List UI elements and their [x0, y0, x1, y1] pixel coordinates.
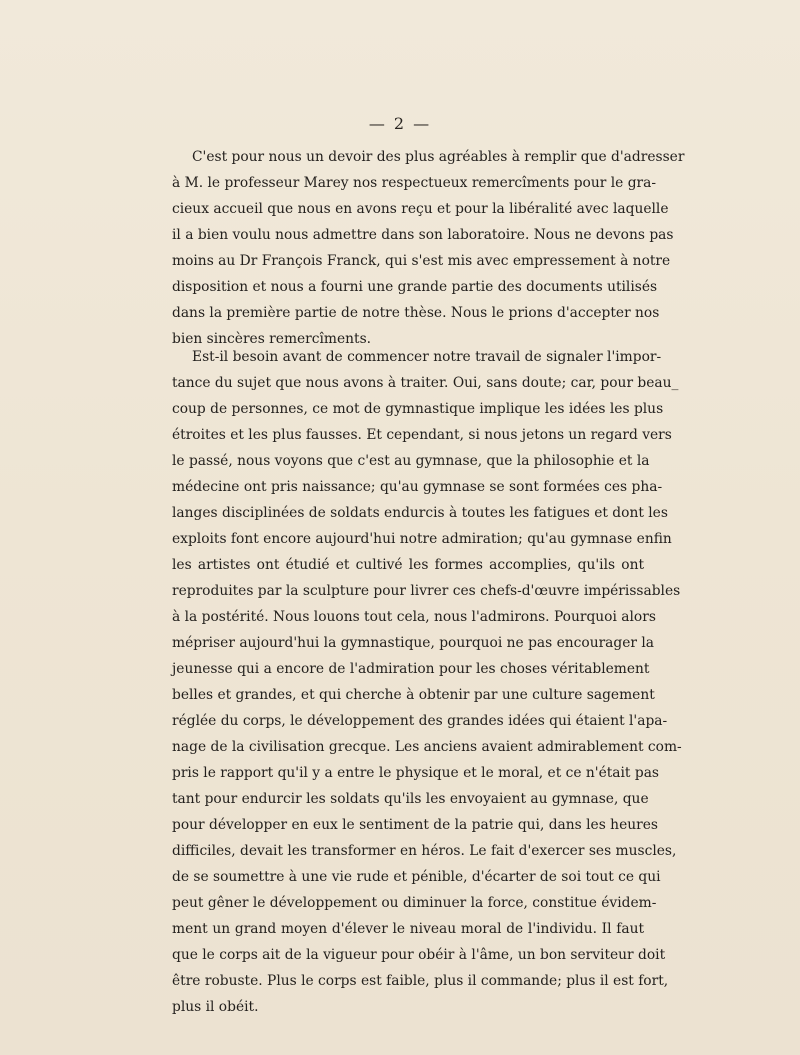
text-line: Est-il besoin avant de commencer notre travail de signaler l'impor- [192, 349, 662, 365]
text-line: réglée du corps, le développement des grandes idées qui étaient l'apa- [172, 713, 668, 729]
text-line: langes disciplinées de soldats endurcis à toutes les fatigues et dont les [172, 505, 668, 521]
text-line: exploits font encore aujourd'hui notre admiration; qu'au gymnase enfin [172, 531, 672, 547]
text-line: dans la première partie de notre thèse. Nous le prions d'accepter nos [172, 305, 660, 321]
text-line: jeunesse qui a encore de l'admiration pour les choses véritablement [172, 661, 650, 677]
text-line: ment un grand moyen d'élever le niveau moral de l'individu. Il faut [172, 921, 644, 937]
text-line: peut gêner le développement ou diminuer la force, constitue évidem- [172, 895, 657, 911]
text-line: médecine ont pris naissance; qu'au gymnase se sont formées ces pha- [172, 479, 663, 495]
text-line: bien sincères remercîments. [172, 331, 372, 347]
text-line: à M. le professeur Marey nos respectueux remercîments pour le gra- [172, 175, 657, 191]
text-line: que le corps ait de la vigueur pour obéir à l'âme, un bon serviteur doit [172, 947, 666, 963]
text-line: être robuste. Plus le corps est faible, plus il commande; plus il est fort, [172, 973, 669, 989]
text-line: pour développer en eux le sentiment de la patrie qui, dans les heures [172, 817, 658, 833]
text-line: tance du sujet que nous avons à traiter. Oui, sans doute; car, pour beau_ [172, 375, 679, 391]
text-line: difficiles, devait les transformer en héros. Le fait d'exercer ses muscles, [172, 843, 677, 859]
text-line: plus il obéit. [172, 999, 259, 1015]
paragraph-introduction [172, 344, 682, 1020]
text-line: coup de personnes, ce mot de gymnastique implique les idées les plus [172, 401, 664, 417]
text-line: pris le rapport qu'il y a entre le physique et le moral, et ce n'était pas [172, 765, 659, 781]
text-line: il a bien voulu nous admettre dans son laboratoire. Nous ne devons pas [172, 227, 674, 243]
text-line: cieux accueil que nous en avons reçu et pour la libéralité avec laquelle [172, 201, 669, 217]
text-line: disposition et nous a fourni une grande partie des documents utilisés [172, 279, 658, 295]
text-line: nage de la civilisation grecque. Les anciens avaient admirablement com- [172, 739, 682, 755]
text-line: reproduites par la sculpture pour livrer ces chefs-d'œuvre impérissables [172, 583, 681, 599]
page-number: — 2 — [368, 114, 432, 133]
paragraph-acknowledgements [172, 144, 685, 352]
text-line: C'est pour nous un devoir des plus agréables à remplir que d'adresser [192, 149, 685, 165]
text-line: mépriser aujourd'hui la gymnastique, pourquoi ne pas encourager la [172, 635, 655, 651]
text-line: les artistes ont étudié et cultivé les formes accomplies, qu'ils ont [172, 557, 644, 573]
text-line: tant pour endurcir les soldats qu'ils les envoyaient au gymnase, que [172, 791, 649, 807]
text-line: le passé, nous voyons que c'est au gymnase, que la philosophie et la [172, 453, 650, 469]
text-line: étroites et les plus fausses. Et cependant, si nous jetons un regard vers [172, 427, 672, 443]
text-line: belles et grandes, et qui cherche à obtenir par une culture sagement [172, 687, 655, 703]
text-line: à la postérité. Nous louons tout cela, nous l'admirons. Pourquoi alors [172, 609, 656, 625]
text-line: de se soumettre à une vie rude et pénible, d'écarter de soi tout ce qui [172, 869, 661, 885]
text-line: moins au Dr François Franck, qui s'est mis avec empressement à notre [172, 253, 671, 269]
